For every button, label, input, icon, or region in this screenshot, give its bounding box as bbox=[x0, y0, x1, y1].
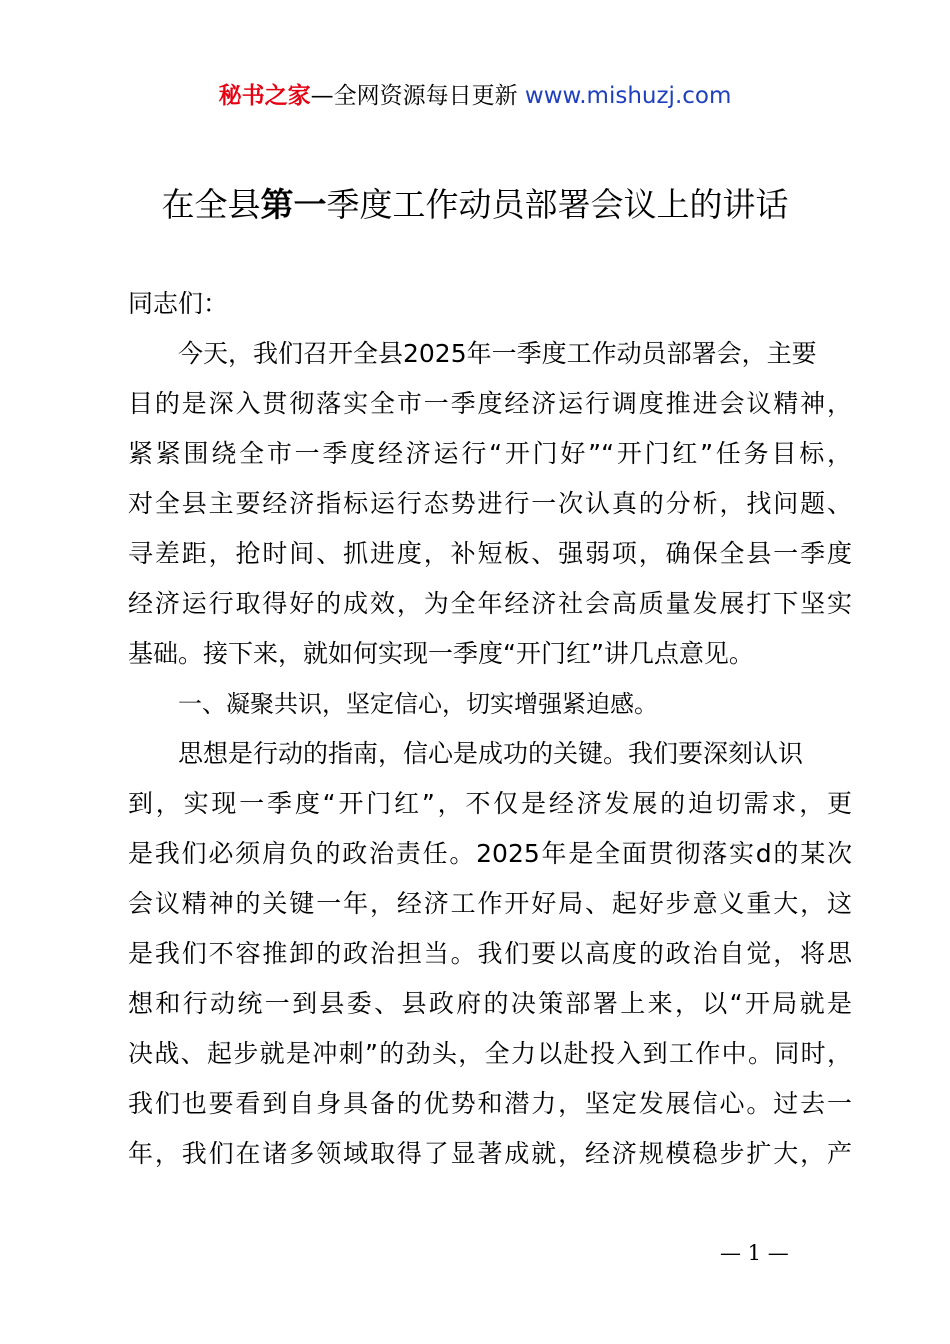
page-number: — 1 — bbox=[720, 1241, 789, 1265]
site-brand: 秘书之家 bbox=[218, 83, 311, 109]
text-line: 今天，我们召开全县2025年一季度工作动员部署会，主要 bbox=[178, 339, 817, 368]
text-line: 经济运行取得好的成效，为全年经济社会高质量发展打下坚实 bbox=[128, 589, 852, 618]
text-line: 到，实现一季度“开门红”，不仅是经济发展的迫切需求，更 bbox=[128, 789, 852, 818]
text-line: 想和行动统一到县委、县政府的决策部署上来，以“开局就是 bbox=[128, 989, 852, 1018]
site-banner bbox=[0, 78, 950, 114]
document-title bbox=[0, 180, 950, 230]
section-heading: 一、凝聚共识，坚定信心，切实增强紧迫感。 bbox=[178, 690, 658, 718]
site-url-link[interactable]: www.mishuzj.com bbox=[517, 83, 732, 109]
text-line: 会议精神的关键一年，经济工作开好局、起好步意义重大，这 bbox=[128, 889, 852, 918]
title-part1: 在全县 bbox=[161, 185, 261, 224]
title-part2: 季度工作动员部署会议上的讲话 bbox=[326, 185, 789, 224]
text-line: 目的是深入贯彻落实全市一季度经济运行调度推进会议精神， bbox=[128, 389, 852, 418]
title-bold: 第一 bbox=[260, 185, 327, 224]
text-line: 紧紧围绕全市一季度经济运行“开门好”“开门红”任务目标， bbox=[128, 439, 852, 468]
text-line: 对全县主要经济指标运行态势进行一次认真的分析，找问题、 bbox=[128, 489, 852, 518]
text-line: 思想是行动的指南，信心是成功的关键。我们要深刻认识 bbox=[178, 739, 804, 768]
text-line: 年，我们在诸多领域取得了显著成就，经济规模稳步扩大，产 bbox=[128, 1139, 852, 1168]
text-line: 是我们不容推卸的政治担当。我们要以高度的政治自觉，将思 bbox=[128, 939, 852, 968]
text-line: 是我们必须肩负的政治责任。2025年是全面贯彻落实d的某次 bbox=[128, 839, 852, 868]
text-line: 决战、起步就是冲刺”的劲头，全力以赴投入到工作中。同时， bbox=[128, 1039, 852, 1068]
text-line: 基础。接下来，就如何实现一季度“开门红”讲几点意见。 bbox=[128, 639, 754, 668]
text-line: 我们也要看到自身具备的优势和潜力，坚定发展信心。过去一 bbox=[128, 1089, 852, 1118]
salutation: 同志们： bbox=[128, 289, 229, 318]
site-tagline: —全网资源每日更新 bbox=[310, 83, 518, 109]
text-line: 寻差距，抢时间、抓进度，补短板、强弱项，确保全县一季度 bbox=[128, 539, 852, 568]
